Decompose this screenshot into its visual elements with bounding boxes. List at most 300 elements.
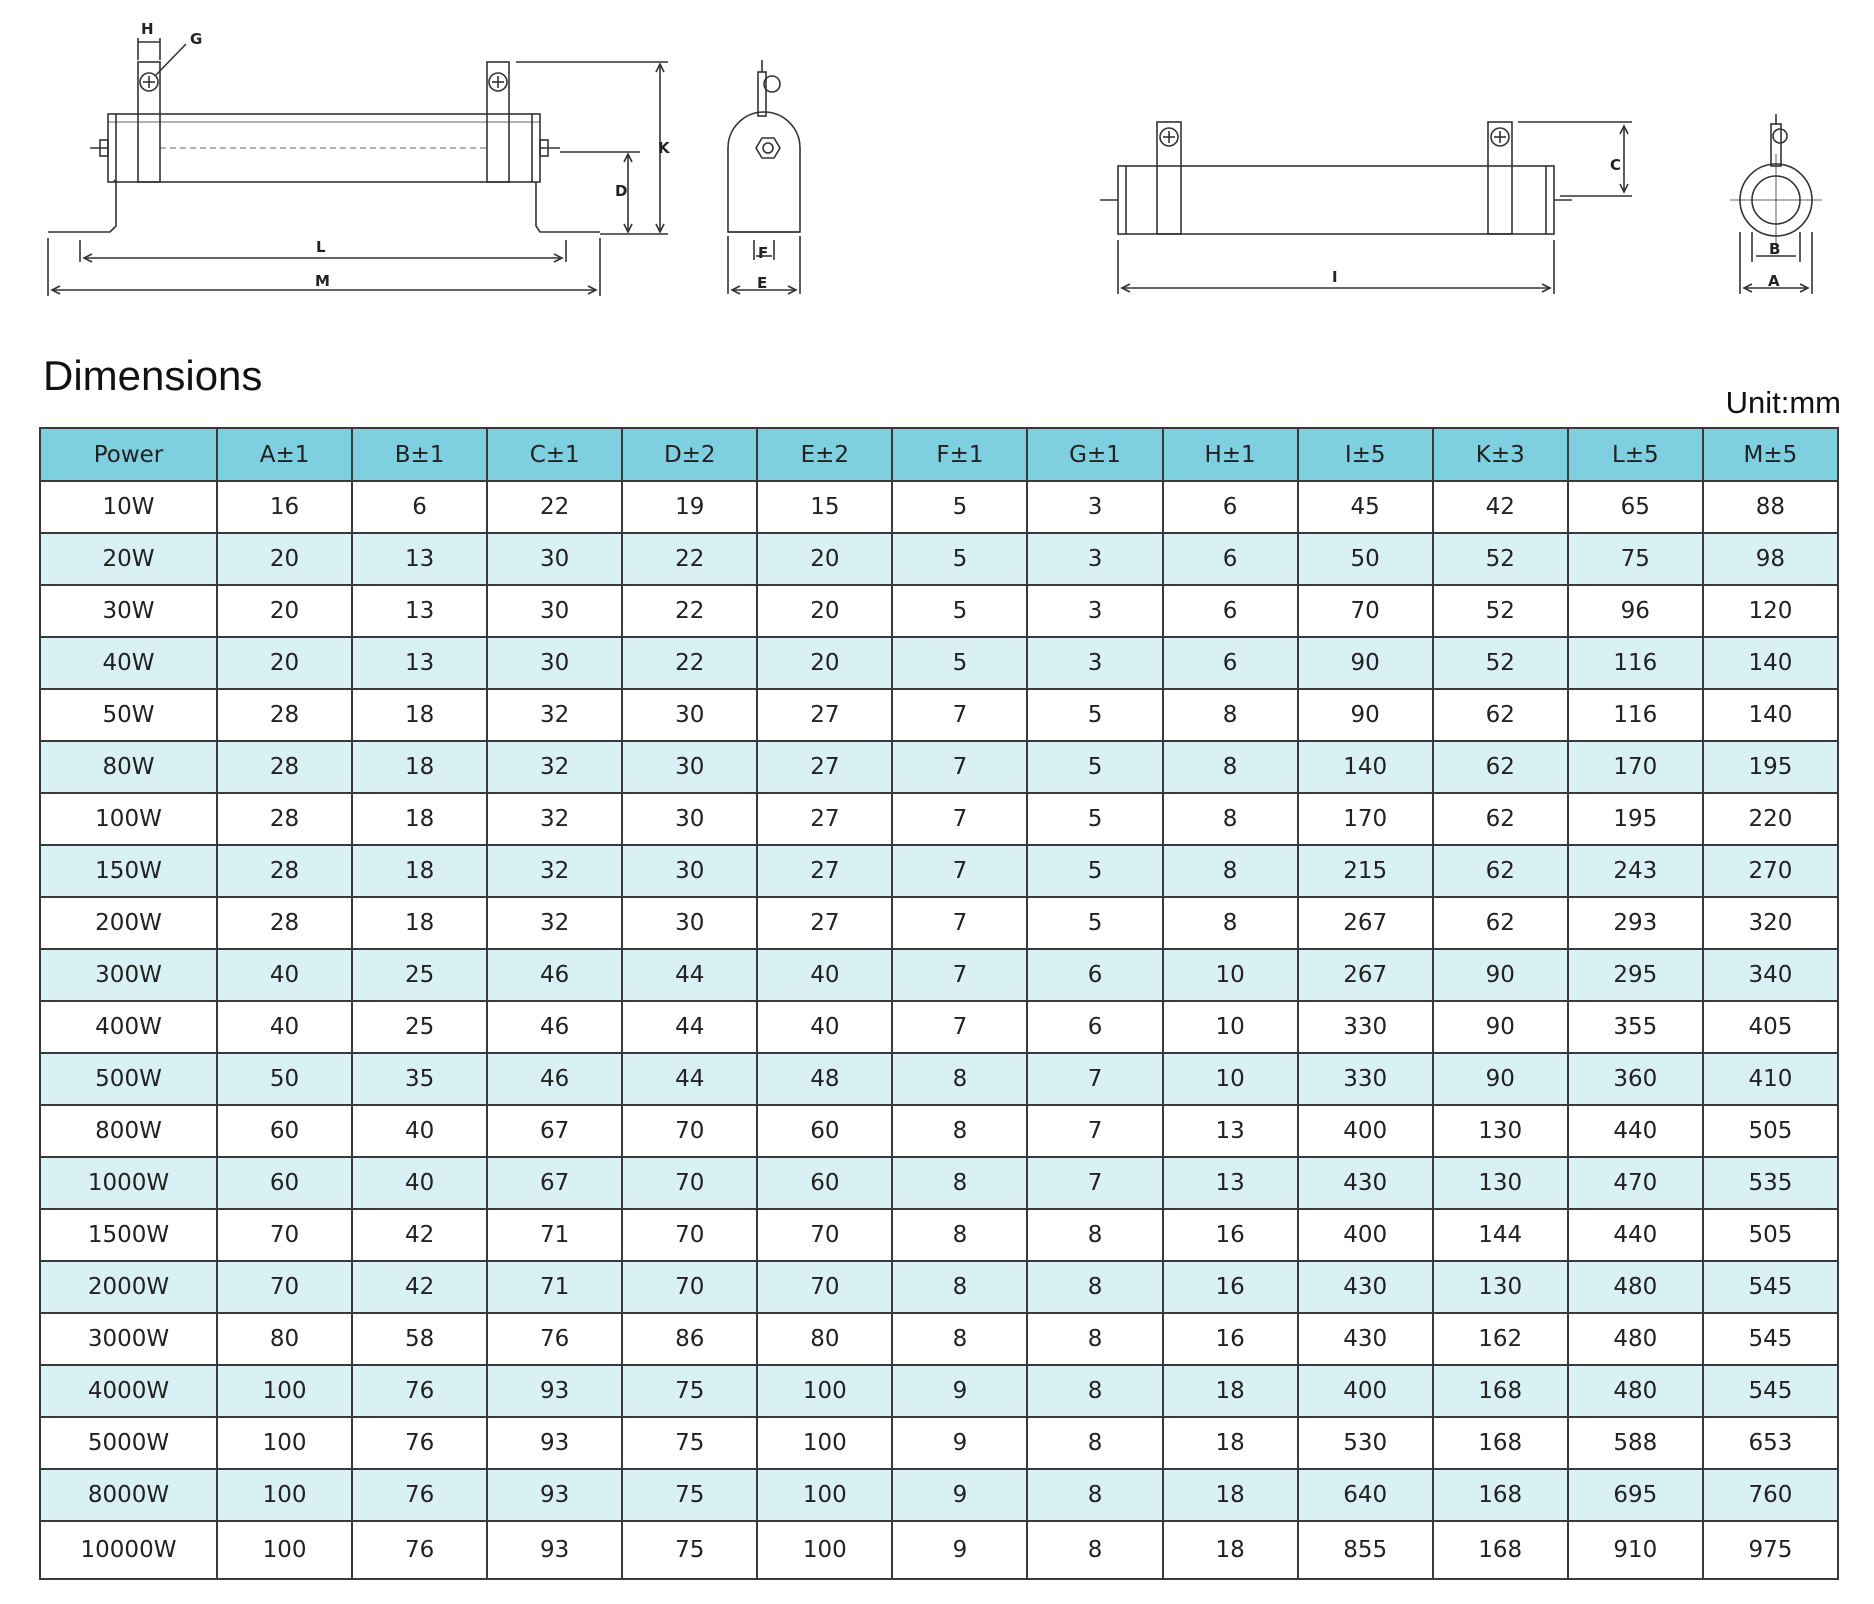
table-cell: 93: [487, 1521, 622, 1579]
table-cell: 7: [892, 897, 1027, 949]
table-cell: 27: [757, 793, 892, 845]
table-cell: 13: [352, 533, 487, 585]
table-cell: 70: [622, 1157, 757, 1209]
table-row: [40, 1365, 1838, 1417]
table-cell: 8: [892, 1053, 1027, 1105]
table-cell: 16: [217, 481, 352, 533]
table-cell: 42: [1433, 481, 1568, 533]
table-cell: 62: [1433, 793, 1568, 845]
power-cell: 5000W: [40, 1417, 217, 1469]
power-cell: 150W: [40, 845, 217, 897]
column-header: K±3: [1433, 428, 1568, 481]
table-cell: 140: [1703, 689, 1838, 741]
table-body: [40, 481, 1838, 1579]
column-header: H±1: [1163, 428, 1298, 481]
table-cell: 90: [1298, 637, 1433, 689]
table-cell: 13: [352, 637, 487, 689]
table-cell: 16: [1163, 1209, 1298, 1261]
table-cell: 75: [622, 1417, 757, 1469]
table-cell: 505: [1703, 1209, 1838, 1261]
column-header: B±1: [352, 428, 487, 481]
table-cell: 545: [1703, 1261, 1838, 1313]
table-cell: 50: [217, 1053, 352, 1105]
column-header: D±2: [622, 428, 757, 481]
table-cell: 18: [352, 741, 487, 793]
table-cell: 75: [1568, 533, 1703, 585]
table-cell: 8: [1027, 1521, 1162, 1579]
table-row: [40, 845, 1838, 897]
table-cell: 96: [1568, 585, 1703, 637]
table-row: [40, 1209, 1838, 1261]
table-cell: 480: [1568, 1365, 1703, 1417]
table-cell: 70: [757, 1209, 892, 1261]
table-row: [40, 897, 1838, 949]
table-cell: 6: [1163, 533, 1298, 585]
column-header: M±5: [1703, 428, 1838, 481]
table-cell: 35: [352, 1053, 487, 1105]
table-cell: 3: [1027, 481, 1162, 533]
table-cell: 100: [217, 1417, 352, 1469]
table-cell: 8: [1027, 1365, 1162, 1417]
table-row: [40, 481, 1838, 533]
table-cell: 62: [1433, 897, 1568, 949]
table-cell: 170: [1568, 741, 1703, 793]
table-cell: 295: [1568, 949, 1703, 1001]
dimensions-table: [39, 427, 1839, 1580]
power-cell: 8000W: [40, 1469, 217, 1521]
table-cell: 62: [1433, 689, 1568, 741]
table-cell: 100: [757, 1417, 892, 1469]
table-cell: 9: [892, 1417, 1027, 1469]
label-i: I: [1332, 268, 1338, 286]
table-cell: 8: [1027, 1209, 1162, 1261]
table-cell: 410: [1703, 1053, 1838, 1105]
table-cell: 80: [217, 1313, 352, 1365]
table-cell: 8: [1027, 1417, 1162, 1469]
table-cell: 140: [1703, 637, 1838, 689]
table-cell: 8: [892, 1261, 1027, 1313]
table-cell: 18: [1163, 1365, 1298, 1417]
table-cell: 40: [757, 1001, 892, 1053]
table-cell: 30: [622, 845, 757, 897]
table-row: [40, 689, 1838, 741]
resistor-drawings-svg: [0, 0, 1874, 330]
table-cell: 640: [1298, 1469, 1433, 1521]
table-cell: 7: [1027, 1105, 1162, 1157]
label-e: E: [757, 274, 768, 292]
table-cell: 5: [1027, 845, 1162, 897]
table-cell: 45: [1298, 481, 1433, 533]
power-cell: 10000W: [40, 1521, 217, 1579]
table-cell: 25: [352, 949, 487, 1001]
table-cell: 76: [352, 1365, 487, 1417]
table-cell: 7: [892, 741, 1027, 793]
table-cell: 70: [622, 1261, 757, 1313]
table-cell: 27: [757, 897, 892, 949]
table-cell: 8: [1163, 689, 1298, 741]
table-cell: 6: [1163, 585, 1298, 637]
table-cell: 130: [1433, 1105, 1568, 1157]
table-cell: 46: [487, 1001, 622, 1053]
table-cell: 8: [1163, 793, 1298, 845]
table-cell: 535: [1703, 1157, 1838, 1209]
label-m: M: [315, 272, 330, 290]
table-cell: 8: [1163, 845, 1298, 897]
table-cell: 80: [757, 1313, 892, 1365]
table-cell: 195: [1568, 793, 1703, 845]
power-cell: 20W: [40, 533, 217, 585]
table-cell: 545: [1703, 1313, 1838, 1365]
table-cell: 116: [1568, 689, 1703, 741]
table-cell: 30: [622, 897, 757, 949]
table-cell: 5: [1027, 897, 1162, 949]
power-cell: 500W: [40, 1053, 217, 1105]
table-cell: 20: [217, 533, 352, 585]
table-cell: 195: [1703, 741, 1838, 793]
table-cell: 20: [757, 533, 892, 585]
table-cell: 28: [217, 793, 352, 845]
table-cell: 76: [487, 1313, 622, 1365]
table-cell: 30: [622, 741, 757, 793]
table-cell: 46: [487, 949, 622, 1001]
table-cell: 168: [1433, 1521, 1568, 1579]
table-cell: 7: [892, 845, 1027, 897]
unit-label: Unit:mm: [1725, 385, 1841, 420]
table-cell: 8: [892, 1157, 1027, 1209]
table-cell: 30: [487, 585, 622, 637]
table-cell: 46: [487, 1053, 622, 1105]
table-cell: 30: [487, 533, 622, 585]
table-cell: 430: [1298, 1261, 1433, 1313]
table-cell: 28: [217, 741, 352, 793]
power-cell: 800W: [40, 1105, 217, 1157]
table-cell: 60: [757, 1105, 892, 1157]
table-cell: 76: [352, 1469, 487, 1521]
table-cell: 6: [1027, 1001, 1162, 1053]
table-cell: 70: [217, 1209, 352, 1261]
table-cell: 28: [217, 845, 352, 897]
table-cell: 19: [622, 481, 757, 533]
power-cell: 1000W: [40, 1157, 217, 1209]
table-cell: 100: [757, 1365, 892, 1417]
table-cell: 18: [1163, 1469, 1298, 1521]
table-row: [40, 1417, 1838, 1469]
power-cell: 50W: [40, 689, 217, 741]
label-g: G: [190, 30, 203, 48]
table-cell: 32: [487, 845, 622, 897]
table-cell: 440: [1568, 1209, 1703, 1261]
power-cell: 300W: [40, 949, 217, 1001]
table-cell: 162: [1433, 1313, 1568, 1365]
technical-drawings: [0, 0, 1874, 330]
table-cell: 75: [622, 1365, 757, 1417]
table-cell: 400: [1298, 1365, 1433, 1417]
table-cell: 7: [892, 689, 1027, 741]
table-cell: 5: [1027, 741, 1162, 793]
table-cell: 140: [1298, 741, 1433, 793]
table-cell: 100: [217, 1365, 352, 1417]
table-row: [40, 533, 1838, 585]
table-cell: 8: [1027, 1469, 1162, 1521]
table-cell: 70: [622, 1209, 757, 1261]
table-cell: 16: [1163, 1261, 1298, 1313]
table-header-row: [40, 428, 1838, 481]
table-cell: 52: [1433, 533, 1568, 585]
table-cell: 70: [217, 1261, 352, 1313]
table-cell: 5: [1027, 793, 1162, 845]
table-cell: 20: [757, 637, 892, 689]
table-row: [40, 1001, 1838, 1053]
table-cell: 70: [1298, 585, 1433, 637]
table-cell: 5: [892, 533, 1027, 585]
table-cell: 400: [1298, 1209, 1433, 1261]
table-cell: 480: [1568, 1313, 1703, 1365]
table-cell: 8: [892, 1105, 1027, 1157]
table-cell: 32: [487, 741, 622, 793]
table-cell: 267: [1298, 897, 1433, 949]
table-row: [40, 1521, 1838, 1579]
front-view-plain: [1100, 122, 1632, 294]
table-row: [40, 585, 1838, 637]
table-cell: 440: [1568, 1105, 1703, 1157]
table-row: [40, 793, 1838, 845]
table-cell: 48: [757, 1053, 892, 1105]
table-cell: 27: [757, 845, 892, 897]
table-cell: 13: [1163, 1105, 1298, 1157]
power-cell: 200W: [40, 897, 217, 949]
table-cell: 6: [1163, 481, 1298, 533]
table-cell: 170: [1298, 793, 1433, 845]
table-cell: 93: [487, 1417, 622, 1469]
table-cell: 530: [1298, 1417, 1433, 1469]
table-cell: 144: [1433, 1209, 1568, 1261]
table-cell: 60: [217, 1157, 352, 1209]
table-cell: 32: [487, 897, 622, 949]
table-cell: 27: [757, 689, 892, 741]
end-view: [1730, 114, 1822, 294]
power-cell: 1500W: [40, 1209, 217, 1261]
power-cell: 10W: [40, 481, 217, 533]
table-cell: 480: [1568, 1261, 1703, 1313]
table-cell: 20: [757, 585, 892, 637]
table-cell: 62: [1433, 741, 1568, 793]
table-cell: 18: [1163, 1521, 1298, 1579]
table-cell: 340: [1703, 949, 1838, 1001]
table-cell: 40: [757, 949, 892, 1001]
table-cell: 76: [352, 1521, 487, 1579]
table-cell: 71: [487, 1261, 622, 1313]
table-cell: 60: [757, 1157, 892, 1209]
table-cell: 40: [217, 1001, 352, 1053]
table-row: [40, 1053, 1838, 1105]
table-cell: 16: [1163, 1313, 1298, 1365]
table-cell: 52: [1433, 585, 1568, 637]
table-cell: 653: [1703, 1417, 1838, 1469]
table-cell: 98: [1703, 533, 1838, 585]
table-cell: 9: [892, 1521, 1027, 1579]
power-cell: 40W: [40, 637, 217, 689]
table-cell: 75: [622, 1469, 757, 1521]
table-cell: 40: [352, 1157, 487, 1209]
table-cell: 405: [1703, 1001, 1838, 1053]
column-header: A±1: [217, 428, 352, 481]
table-cell: 22: [622, 533, 757, 585]
table-cell: 168: [1433, 1417, 1568, 1469]
table-cell: 470: [1568, 1157, 1703, 1209]
table-cell: 588: [1568, 1417, 1703, 1469]
table-cell: 7: [1027, 1053, 1162, 1105]
table-cell: 90: [1433, 1001, 1568, 1053]
table-cell: 360: [1568, 1053, 1703, 1105]
table-cell: 7: [892, 1001, 1027, 1053]
front-view-bracketed: [48, 38, 668, 296]
label-c: C: [1610, 156, 1622, 174]
table-cell: 6: [1163, 637, 1298, 689]
table-cell: 8: [1163, 897, 1298, 949]
table-cell: 168: [1433, 1365, 1568, 1417]
table-cell: 100: [757, 1469, 892, 1521]
table-cell: 855: [1298, 1521, 1433, 1579]
column-header: Power: [40, 428, 217, 481]
table-cell: 42: [352, 1209, 487, 1261]
table-cell: 93: [487, 1365, 622, 1417]
power-cell: 100W: [40, 793, 217, 845]
table-cell: 90: [1298, 689, 1433, 741]
table-cell: 975: [1703, 1521, 1838, 1579]
table-cell: 93: [487, 1469, 622, 1521]
table-cell: 28: [217, 897, 352, 949]
table-cell: 18: [352, 689, 487, 741]
table-cell: 7: [892, 949, 1027, 1001]
label-d: D: [615, 182, 628, 200]
table-cell: 293: [1568, 897, 1703, 949]
label-k: K: [658, 139, 670, 157]
table-cell: 62: [1433, 845, 1568, 897]
label-l: L: [316, 238, 326, 256]
table-cell: 330: [1298, 1001, 1433, 1053]
table-cell: 75: [622, 1521, 757, 1579]
table-cell: 100: [217, 1469, 352, 1521]
table-cell: 6: [352, 481, 487, 533]
table-cell: 90: [1433, 949, 1568, 1001]
table-cell: 120: [1703, 585, 1838, 637]
table-cell: 28: [217, 689, 352, 741]
table-cell: 695: [1568, 1469, 1703, 1521]
table-row: [40, 1313, 1838, 1365]
table-cell: 70: [622, 1105, 757, 1157]
table-cell: 88: [1703, 481, 1838, 533]
table-cell: 22: [622, 585, 757, 637]
table-cell: 8: [1027, 1313, 1162, 1365]
table-cell: 545: [1703, 1365, 1838, 1417]
table-cell: 67: [487, 1157, 622, 1209]
table-cell: 9: [892, 1365, 1027, 1417]
column-header: C±1: [487, 428, 622, 481]
table-cell: 270: [1703, 845, 1838, 897]
power-cell: 80W: [40, 741, 217, 793]
table-cell: 15: [757, 481, 892, 533]
table-cell: 760: [1703, 1469, 1838, 1521]
page-title: Dimensions: [43, 352, 263, 399]
table-row: [40, 1469, 1838, 1521]
table-cell: 60: [217, 1105, 352, 1157]
table-cell: 430: [1298, 1157, 1433, 1209]
table-cell: 267: [1298, 949, 1433, 1001]
table-cell: 90: [1433, 1053, 1568, 1105]
table-cell: 27: [757, 741, 892, 793]
table-cell: 116: [1568, 637, 1703, 689]
table-cell: 168: [1433, 1469, 1568, 1521]
table-cell: 32: [487, 689, 622, 741]
table-cell: 67: [487, 1105, 622, 1157]
label-h: H: [141, 20, 154, 38]
table-cell: 70: [757, 1261, 892, 1313]
table-cell: 400: [1298, 1105, 1433, 1157]
table-cell: 76: [352, 1417, 487, 1469]
table-cell: 44: [622, 949, 757, 1001]
table-cell: 18: [1163, 1417, 1298, 1469]
table-cell: 30: [487, 637, 622, 689]
table-cell: 71: [487, 1209, 622, 1261]
table-cell: 8: [892, 1313, 1027, 1365]
table-cell: 8: [1027, 1261, 1162, 1313]
table-cell: 22: [487, 481, 622, 533]
table-cell: 9: [892, 1469, 1027, 1521]
table-cell: 100: [217, 1521, 352, 1579]
table-cell: 5: [1027, 689, 1162, 741]
table-row: [40, 1105, 1838, 1157]
table-cell: 30: [622, 689, 757, 741]
table-cell: 65: [1568, 481, 1703, 533]
table-cell: 20: [217, 637, 352, 689]
table-cell: 243: [1568, 845, 1703, 897]
column-header: G±1: [1027, 428, 1162, 481]
table-cell: 18: [352, 793, 487, 845]
label-b: B: [1769, 240, 1781, 258]
table-cell: 32: [487, 793, 622, 845]
table-cell: 130: [1433, 1261, 1568, 1313]
label-a: A: [1768, 272, 1780, 290]
table-row: [40, 637, 1838, 689]
table-cell: 30: [622, 793, 757, 845]
table-cell: 6: [1027, 949, 1162, 1001]
table-cell: 5: [892, 585, 1027, 637]
table-cell: 3: [1027, 585, 1162, 637]
table-cell: 13: [1163, 1157, 1298, 1209]
table-cell: 7: [1027, 1157, 1162, 1209]
table-cell: 7: [892, 793, 1027, 845]
power-cell: 3000W: [40, 1313, 217, 1365]
table-cell: 3: [1027, 637, 1162, 689]
table-cell: 50: [1298, 533, 1433, 585]
column-header: F±1: [892, 428, 1027, 481]
column-header: I±5: [1298, 428, 1433, 481]
table-cell: 10: [1163, 1001, 1298, 1053]
table-cell: 8: [892, 1209, 1027, 1261]
table-cell: 320: [1703, 897, 1838, 949]
table-cell: 52: [1433, 637, 1568, 689]
table-cell: 18: [352, 897, 487, 949]
table-cell: 40: [217, 949, 352, 1001]
table-cell: 13: [352, 585, 487, 637]
table-cell: 505: [1703, 1105, 1838, 1157]
column-header: L±5: [1568, 428, 1703, 481]
table-cell: 10: [1163, 1053, 1298, 1105]
table-cell: 330: [1298, 1053, 1433, 1105]
table-cell: 22: [622, 637, 757, 689]
power-cell: 30W: [40, 585, 217, 637]
table-cell: 100: [757, 1521, 892, 1579]
